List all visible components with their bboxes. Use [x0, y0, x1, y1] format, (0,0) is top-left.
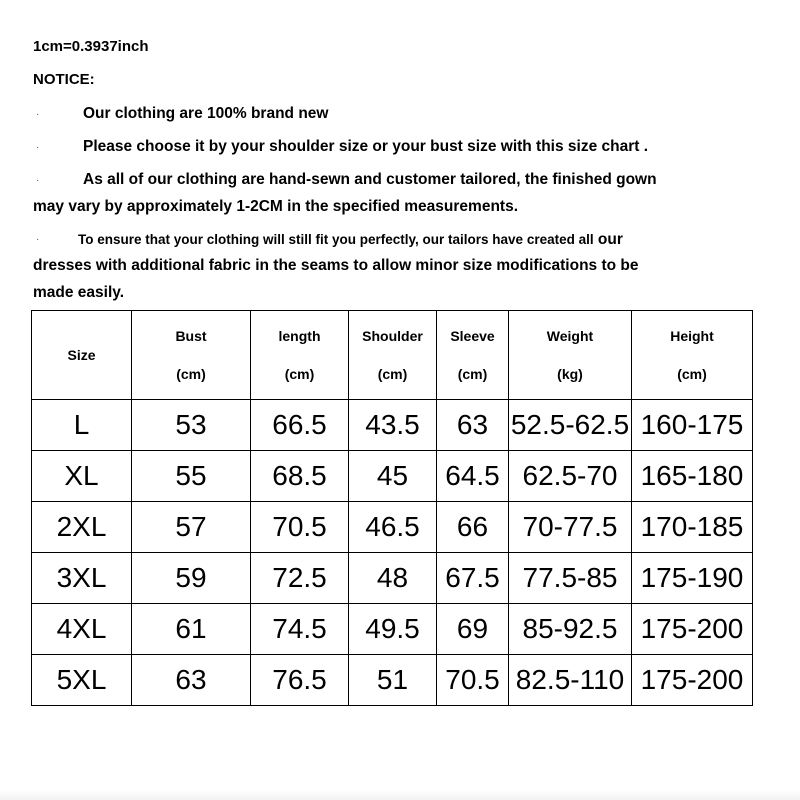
table-cell: 45	[349, 451, 437, 502]
header-label: Shoulder	[362, 328, 423, 344]
header-shoulder	[349, 311, 437, 400]
table-cell: 66.5	[251, 400, 349, 451]
notice-line-1: Our clothing are 100% brand new	[83, 105, 329, 122]
header-label: Height	[670, 328, 714, 344]
table-cell: 74.5	[251, 604, 349, 655]
notice-line-4	[78, 231, 623, 249]
table-cell: 82.5-110	[509, 655, 632, 706]
bullet-mark: ·	[36, 142, 40, 153]
header-weight	[509, 311, 632, 400]
header-label: Weight	[546, 328, 594, 344]
table-cell: 85-92.5	[509, 604, 632, 655]
table-cell: 76.5	[251, 655, 349, 706]
table-header-row	[32, 311, 753, 400]
table-cell: 77.5-85	[509, 553, 632, 604]
table-row	[32, 655, 753, 706]
notice-line-4-small: To ensure that your clothing will still fit you perfectly, our tailors have created all	[78, 232, 594, 247]
table-cell: 175-190	[632, 553, 753, 604]
table-cell: 160-175	[632, 400, 753, 451]
bottom-strip	[0, 790, 800, 800]
header-unit: (cm)	[176, 366, 206, 382]
header-unit: (cm)	[377, 366, 408, 382]
table-cell: 48	[349, 553, 437, 604]
table-cell: 63	[132, 655, 251, 706]
header-unit: (cm)	[677, 366, 707, 382]
table-cell: 70.5	[251, 502, 349, 553]
conversion-note: 1cm=0.3937inch	[33, 38, 149, 55]
table-cell: 62.5-70	[509, 451, 632, 502]
table-row	[32, 604, 753, 655]
header-size	[32, 311, 132, 400]
bullet-mark: ·	[36, 109, 40, 120]
table-cell: XL	[32, 451, 132, 502]
table-cell: 59	[132, 553, 251, 604]
notice-line-4-cont2: made easily.	[33, 284, 125, 301]
table-cell: 70-77.5	[509, 502, 632, 553]
bullet-mark: ·	[36, 175, 40, 186]
notice-title: NOTICE:	[33, 71, 95, 88]
notice-line-2: Please choose it by your shoulder size or your bust size with this size chart .	[83, 138, 649, 155]
table-cell: 53	[132, 400, 251, 451]
table-cell: 72.5	[251, 553, 349, 604]
header-unit: (cm)	[284, 366, 315, 382]
header-sleeve	[437, 311, 509, 400]
table-row	[32, 502, 753, 553]
notice-line-4-big: our	[597, 231, 623, 248]
table-cell: 55	[132, 451, 251, 502]
notice-line-4-cont: dresses with additional fabric in the seams to allow minor size modifications to be	[33, 257, 639, 274]
size-chart-table	[31, 310, 753, 706]
header-length	[251, 311, 349, 400]
table-cell: 175-200	[632, 655, 753, 706]
header-bust	[132, 311, 251, 400]
header-label: Bust	[175, 328, 207, 344]
table-cell: L	[32, 400, 132, 451]
table-cell: 66	[437, 502, 509, 553]
table-row	[32, 451, 753, 502]
table-cell: 175-200	[632, 604, 753, 655]
table-cell: 63	[437, 400, 509, 451]
notice-line-3: As all of our clothing are hand-sewn and customer tailored, the finished gown	[83, 171, 657, 188]
table-cell: 2XL	[32, 502, 132, 553]
table-cell: 69	[437, 604, 509, 655]
table-cell: 68.5	[251, 451, 349, 502]
header-label: Size	[67, 347, 96, 363]
header-unit: (cm)	[457, 366, 488, 382]
header-label: Sleeve	[450, 328, 495, 344]
table-cell: 4XL	[32, 604, 132, 655]
table-cell: 5XL	[32, 655, 132, 706]
table-cell: 46.5	[349, 502, 437, 553]
bullet-mark: ·	[36, 234, 40, 245]
notice-line-3-cont: may vary by approximately 1-2CM in the specified measurements.	[33, 198, 518, 215]
table-cell: 165-180	[632, 451, 753, 502]
header-height	[632, 311, 753, 400]
table-row	[32, 400, 753, 451]
table-row	[32, 553, 753, 604]
table-cell: 70.5	[437, 655, 509, 706]
table-cell: 3XL	[32, 553, 132, 604]
table-cell: 170-185	[632, 502, 753, 553]
table-cell: 57	[132, 502, 251, 553]
header-label: length	[278, 328, 321, 344]
table-cell: 52.5-62.5	[509, 400, 632, 451]
table-cell: 64.5	[437, 451, 509, 502]
table-cell: 49.5	[349, 604, 437, 655]
table-cell: 43.5	[349, 400, 437, 451]
table-cell: 67.5	[437, 553, 509, 604]
header-unit: (kg)	[557, 366, 583, 382]
table-cell: 61	[132, 604, 251, 655]
table-cell: 51	[349, 655, 437, 706]
